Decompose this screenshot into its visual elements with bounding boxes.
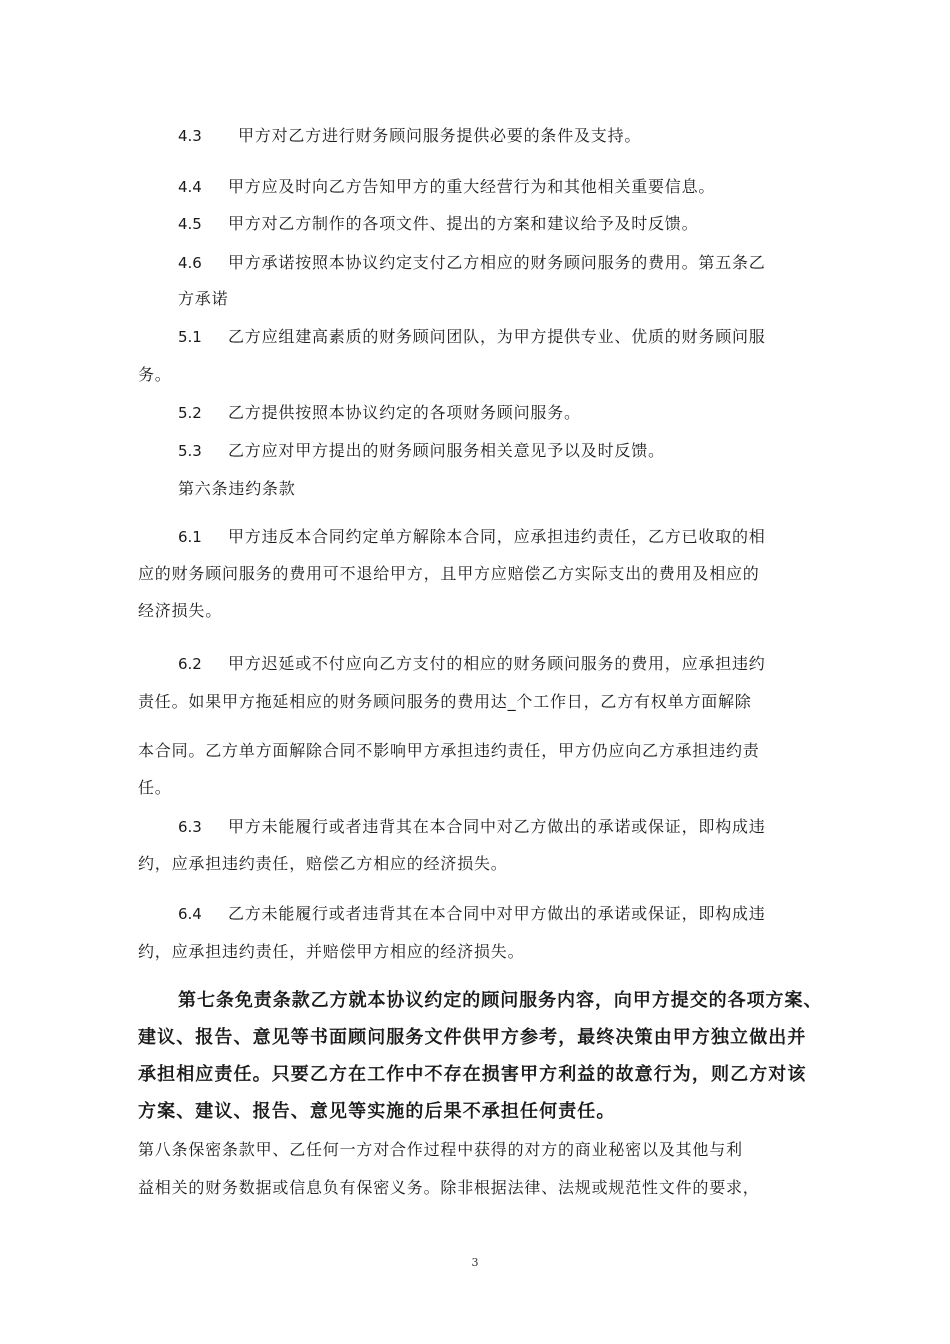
clause-text: 甲方未能履行或者违背其在本合同中对乙方做出的承诺或保证，即构成违 <box>228 817 766 836</box>
page-number: 3 <box>471 1256 479 1269</box>
clause-text: 乙方提供按照本协议约定的各项财务顾问服务。 <box>228 403 581 422</box>
clause-continuation: 务。 <box>138 365 172 384</box>
clause-continuation: 本合同。乙方单方面解除合同不影响甲方承担违约责任，甲方仍应向乙方承担违约责 <box>138 741 760 760</box>
clause-text: 乙方未能履行或者违背其在本合同中对甲方做出的承诺或保证，即构成违 <box>228 904 766 923</box>
article8-line: 益相关的财务数据或信息负有保密义务。除非根据法律、法规或规范性文件的要求， <box>138 1178 760 1197</box>
clause-continuation: 约，应承担违约责任，并赔偿甲方相应的经济损失。 <box>138 942 525 961</box>
clause-number: 6.1 <box>178 528 202 546</box>
clause-continuation: 约，应承担违约责任，赔偿乙方相应的经济损失。 <box>138 854 508 873</box>
article7-line: 建议、报告、意见等书面顾问服务文件供甲方参考，最终决策由甲方独立做出并 <box>138 1027 807 1048</box>
clause-number: 4.5 <box>178 215 202 233</box>
clause-number: 5.2 <box>178 404 202 422</box>
clause-text: 甲方对乙方进行财务顾问服务提供必要的条件及支持。 <box>238 126 642 145</box>
clause-text: 乙方应对甲方提出的财务顾问服务相关意见予以及时反馈。 <box>228 441 665 460</box>
clause-continuation: 应的财务顾问服务的费用可不退给甲方，且甲方应赔偿乙方实际支出的费用及相应的 <box>138 564 760 583</box>
clause-number: 5.1 <box>178 328 202 346</box>
clause-continuation: 方承诺 <box>178 289 229 308</box>
clause-number: 4.6 <box>178 254 202 272</box>
clause-continuation: 责任。如果甲方拖延相应的财务顾问服务的费用达_个工作日，乙方有权单方面解除 <box>138 692 752 711</box>
clause-number: 6.4 <box>178 905 202 923</box>
clause-number: 6.3 <box>178 818 202 836</box>
clause-text: 甲方对乙方制作的各项文件、提出的方案和建议给予及时反馈。 <box>228 214 699 233</box>
clause-text: 甲方承诺按照本协议约定支付乙方相应的财务顾问服务的费用。第五条乙 <box>228 253 766 272</box>
article8-line: 第八条保密条款甲、乙任何一方对合作过程中获得的对方的商业秘密以及其他与利 <box>138 1140 743 1159</box>
clause-number: 6.2 <box>178 655 202 673</box>
clause-continuation: 任。 <box>138 778 172 797</box>
clause-text: 乙方应组建高素质的财务顾问团队，为甲方提供专业、优质的财务顾问服 <box>228 327 766 346</box>
article7-line: 方案、建议、报告、意见等实施的后果不承担任何责任。 <box>138 1101 616 1122</box>
clause-number: 4.4 <box>178 178 202 196</box>
article7-line: 第七条免责条款乙方就本协议约定的顾问服务内容，向甲方提交的各项方案、 <box>178 990 823 1011</box>
clause-text: 甲方迟延或不付应向乙方支付的相应的财务顾问服务的费用，应承担违约 <box>228 654 766 673</box>
clause-number: 5.3 <box>178 442 202 460</box>
article-heading: 第六条违约条款 <box>178 479 296 498</box>
clause-text: 甲方应及时向乙方告知甲方的重大经营行为和其他相关重要信息。 <box>228 177 716 196</box>
article7-line: 承担相应责任。只要乙方在工作中不存在损害甲方利益的故意行为，则乙方对该 <box>138 1064 807 1085</box>
clause-continuation: 经济损失。 <box>138 601 223 620</box>
clause-text: 甲方违反本合同约定单方解除本合同，应承担违约责任，乙方已收取的相 <box>228 527 766 546</box>
clause-number: 4.3 <box>178 127 202 145</box>
